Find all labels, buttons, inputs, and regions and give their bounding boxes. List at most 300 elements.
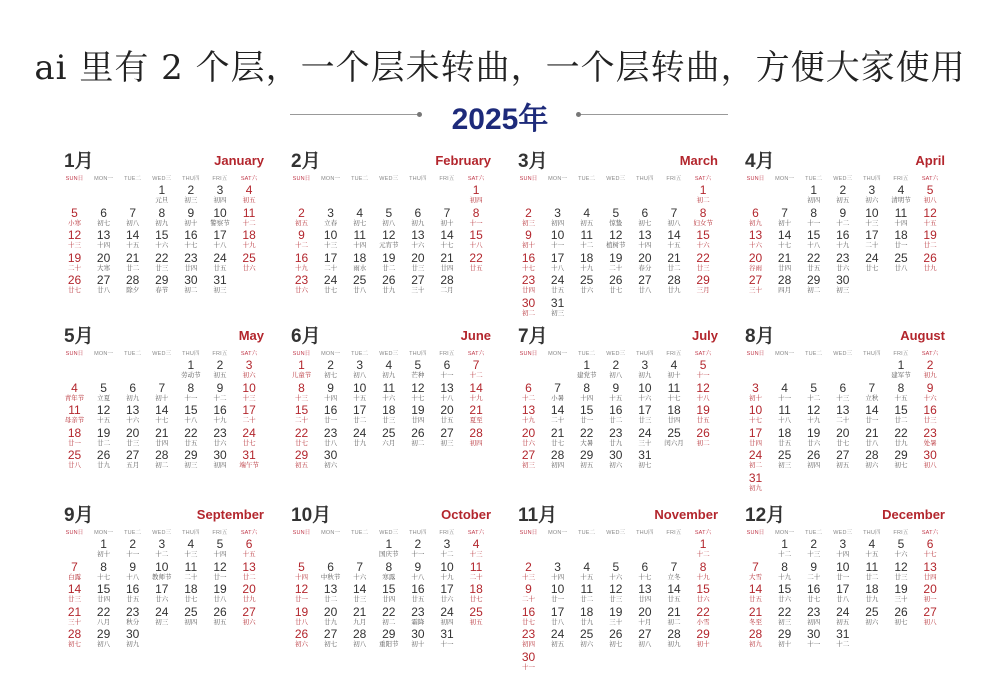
day-cell[interactable] xyxy=(147,449,176,471)
day-cell[interactable] xyxy=(60,606,89,628)
day-cell[interactable] xyxy=(176,538,205,560)
day-cell[interactable] xyxy=(374,583,403,605)
day-cell[interactable] xyxy=(374,207,403,229)
day-cell[interactable] xyxy=(916,207,945,229)
day-cell[interactable] xyxy=(887,449,916,471)
day-cell[interactable] xyxy=(689,184,718,206)
day-cell[interactable] xyxy=(601,561,630,583)
day-cell[interactable] xyxy=(89,382,118,404)
day-cell[interactable] xyxy=(176,359,205,381)
day-cell[interactable] xyxy=(403,252,432,274)
day-cell[interactable] xyxy=(374,427,403,449)
day-cell[interactable] xyxy=(857,606,886,628)
day-cell[interactable] xyxy=(916,184,945,206)
day-cell[interactable] xyxy=(630,561,659,583)
day-cell[interactable] xyxy=(660,274,689,296)
day-cell[interactable] xyxy=(828,561,857,583)
day-cell[interactable] xyxy=(374,359,403,381)
day-cell[interactable] xyxy=(770,404,799,426)
day-cell[interactable] xyxy=(403,207,432,229)
day-cell[interactable] xyxy=(514,382,543,404)
day-cell[interactable] xyxy=(857,207,886,229)
day-cell[interactable] xyxy=(235,404,264,426)
day-cell[interactable] xyxy=(433,229,462,251)
day-cell[interactable] xyxy=(345,583,374,605)
day-cell[interactable] xyxy=(543,274,572,296)
day-cell[interactable] xyxy=(235,427,264,449)
day-cell[interactable] xyxy=(118,628,147,650)
day-cell[interactable] xyxy=(433,538,462,560)
day-cell[interactable] xyxy=(660,382,689,404)
day-cell[interactable] xyxy=(601,382,630,404)
day-cell[interactable] xyxy=(89,449,118,471)
day-cell[interactable] xyxy=(741,404,770,426)
day-cell[interactable] xyxy=(828,404,857,426)
day-cell[interactable] xyxy=(572,628,601,650)
day-cell[interactable] xyxy=(799,538,828,560)
day-cell[interactable] xyxy=(235,449,264,471)
day-cell[interactable] xyxy=(741,606,770,628)
day-cell[interactable] xyxy=(689,583,718,605)
day-cell[interactable] xyxy=(316,274,345,296)
day-cell[interactable] xyxy=(345,359,374,381)
day-cell[interactable] xyxy=(770,538,799,560)
day-cell[interactable] xyxy=(433,606,462,628)
day-cell[interactable] xyxy=(572,404,601,426)
day-cell[interactable] xyxy=(118,538,147,560)
day-cell[interactable] xyxy=(287,252,316,274)
day-cell[interactable] xyxy=(345,606,374,628)
day-cell[interactable] xyxy=(287,583,316,605)
day-cell[interactable] xyxy=(118,606,147,628)
day-cell[interactable] xyxy=(287,229,316,251)
day-cell[interactable] xyxy=(316,628,345,650)
day-cell[interactable] xyxy=(60,382,89,404)
day-cell[interactable] xyxy=(857,538,886,560)
day-cell[interactable] xyxy=(374,561,403,583)
day-cell[interactable] xyxy=(916,538,945,560)
day-cell[interactable] xyxy=(741,274,770,296)
day-cell[interactable] xyxy=(543,449,572,471)
day-cell[interactable] xyxy=(828,229,857,251)
day-cell[interactable] xyxy=(741,427,770,449)
day-cell[interactable] xyxy=(403,404,432,426)
day-cell[interactable] xyxy=(741,561,770,583)
day-cell[interactable] xyxy=(660,404,689,426)
day-cell[interactable] xyxy=(572,274,601,296)
day-cell[interactable] xyxy=(660,207,689,229)
day-cell[interactable] xyxy=(543,382,572,404)
day-cell[interactable] xyxy=(345,207,374,229)
day-cell[interactable] xyxy=(118,207,147,229)
day-cell[interactable] xyxy=(601,606,630,628)
day-cell[interactable] xyxy=(601,229,630,251)
day-cell[interactable] xyxy=(543,561,572,583)
day-cell[interactable] xyxy=(235,538,264,560)
day-cell[interactable] xyxy=(572,207,601,229)
day-cell[interactable] xyxy=(543,628,572,650)
day-cell[interactable] xyxy=(828,274,857,296)
day-cell[interactable] xyxy=(770,628,799,650)
day-cell[interactable] xyxy=(147,252,176,274)
day-cell[interactable] xyxy=(433,274,462,296)
day-cell[interactable] xyxy=(345,274,374,296)
day-cell[interactable] xyxy=(206,274,235,296)
day-cell[interactable] xyxy=(799,628,828,650)
day-cell[interactable] xyxy=(287,449,316,471)
day-cell[interactable] xyxy=(147,382,176,404)
day-cell[interactable] xyxy=(235,561,264,583)
day-cell[interactable] xyxy=(630,274,659,296)
day-cell[interactable] xyxy=(543,229,572,251)
day-cell[interactable] xyxy=(374,606,403,628)
day-cell[interactable] xyxy=(514,229,543,251)
day-cell[interactable] xyxy=(176,449,205,471)
day-cell[interactable] xyxy=(572,359,601,381)
day-cell[interactable] xyxy=(462,606,491,628)
day-cell[interactable] xyxy=(601,359,630,381)
day-cell[interactable] xyxy=(770,449,799,471)
day-cell[interactable] xyxy=(660,606,689,628)
day-cell[interactable] xyxy=(572,583,601,605)
day-cell[interactable] xyxy=(916,606,945,628)
day-cell[interactable] xyxy=(572,252,601,274)
day-cell[interactable] xyxy=(176,404,205,426)
day-cell[interactable] xyxy=(433,382,462,404)
day-cell[interactable] xyxy=(60,449,89,471)
day-cell[interactable] xyxy=(630,404,659,426)
day-cell[interactable] xyxy=(433,628,462,650)
day-cell[interactable] xyxy=(887,184,916,206)
day-cell[interactable] xyxy=(206,252,235,274)
day-cell[interactable] xyxy=(374,252,403,274)
day-cell[interactable] xyxy=(60,561,89,583)
day-cell[interactable] xyxy=(374,229,403,251)
day-cell[interactable] xyxy=(660,628,689,650)
day-cell[interactable] xyxy=(147,404,176,426)
day-cell[interactable] xyxy=(689,538,718,560)
day-cell[interactable] xyxy=(147,229,176,251)
day-cell[interactable] xyxy=(630,449,659,471)
day-cell[interactable] xyxy=(887,427,916,449)
day-cell[interactable] xyxy=(462,382,491,404)
day-cell[interactable] xyxy=(741,207,770,229)
day-cell[interactable] xyxy=(799,449,828,471)
day-cell[interactable] xyxy=(572,427,601,449)
day-cell[interactable] xyxy=(60,274,89,296)
day-cell[interactable] xyxy=(316,359,345,381)
day-cell[interactable] xyxy=(462,359,491,381)
day-cell[interactable] xyxy=(916,229,945,251)
day-cell[interactable] xyxy=(689,606,718,628)
day-cell[interactable] xyxy=(828,427,857,449)
day-cell[interactable] xyxy=(60,427,89,449)
day-cell[interactable] xyxy=(316,382,345,404)
day-cell[interactable] xyxy=(345,427,374,449)
day-cell[interactable] xyxy=(176,561,205,583)
day-cell[interactable] xyxy=(828,538,857,560)
day-cell[interactable] xyxy=(857,449,886,471)
day-cell[interactable] xyxy=(287,382,316,404)
day-cell[interactable] xyxy=(89,229,118,251)
day-cell[interactable] xyxy=(316,427,345,449)
day-cell[interactable] xyxy=(543,427,572,449)
day-cell[interactable] xyxy=(89,606,118,628)
day-cell[interactable] xyxy=(287,628,316,650)
day-cell[interactable] xyxy=(403,382,432,404)
day-cell[interactable] xyxy=(206,561,235,583)
day-cell[interactable] xyxy=(741,472,770,494)
day-cell[interactable] xyxy=(206,207,235,229)
day-cell[interactable] xyxy=(316,207,345,229)
day-cell[interactable] xyxy=(770,561,799,583)
day-cell[interactable] xyxy=(799,404,828,426)
day-cell[interactable] xyxy=(543,404,572,426)
day-cell[interactable] xyxy=(60,207,89,229)
day-cell[interactable] xyxy=(770,274,799,296)
day-cell[interactable] xyxy=(89,538,118,560)
day-cell[interactable] xyxy=(206,583,235,605)
day-cell[interactable] xyxy=(118,252,147,274)
day-cell[interactable] xyxy=(433,252,462,274)
day-cell[interactable] xyxy=(857,252,886,274)
day-cell[interactable] xyxy=(689,252,718,274)
day-cell[interactable] xyxy=(741,583,770,605)
day-cell[interactable] xyxy=(887,538,916,560)
day-cell[interactable] xyxy=(316,404,345,426)
day-cell[interactable] xyxy=(601,427,630,449)
day-cell[interactable] xyxy=(118,382,147,404)
day-cell[interactable] xyxy=(689,404,718,426)
day-cell[interactable] xyxy=(887,606,916,628)
day-cell[interactable] xyxy=(403,606,432,628)
day-cell[interactable] xyxy=(374,274,403,296)
day-cell[interactable] xyxy=(799,583,828,605)
day-cell[interactable] xyxy=(89,628,118,650)
day-cell[interactable] xyxy=(345,229,374,251)
day-cell[interactable] xyxy=(287,359,316,381)
day-cell[interactable] xyxy=(770,382,799,404)
day-cell[interactable] xyxy=(689,561,718,583)
day-cell[interactable] xyxy=(630,382,659,404)
day-cell[interactable] xyxy=(514,606,543,628)
day-cell[interactable] xyxy=(887,583,916,605)
day-cell[interactable] xyxy=(916,382,945,404)
day-cell[interactable] xyxy=(660,359,689,381)
day-cell[interactable] xyxy=(770,583,799,605)
day-cell[interactable] xyxy=(235,583,264,605)
day-cell[interactable] xyxy=(630,606,659,628)
day-cell[interactable] xyxy=(799,229,828,251)
day-cell[interactable] xyxy=(799,274,828,296)
day-cell[interactable] xyxy=(514,583,543,605)
day-cell[interactable] xyxy=(235,382,264,404)
day-cell[interactable] xyxy=(601,274,630,296)
day-cell[interactable] xyxy=(176,252,205,274)
day-cell[interactable] xyxy=(147,538,176,560)
day-cell[interactable] xyxy=(462,583,491,605)
day-cell[interactable] xyxy=(403,274,432,296)
day-cell[interactable] xyxy=(601,252,630,274)
day-cell[interactable] xyxy=(89,252,118,274)
day-cell[interactable] xyxy=(147,606,176,628)
day-cell[interactable] xyxy=(770,207,799,229)
day-cell[interactable] xyxy=(660,229,689,251)
day-cell[interactable] xyxy=(689,207,718,229)
day-cell[interactable] xyxy=(630,229,659,251)
day-cell[interactable] xyxy=(572,229,601,251)
day-cell[interactable] xyxy=(630,628,659,650)
day-cell[interactable] xyxy=(689,628,718,650)
day-cell[interactable] xyxy=(462,538,491,560)
day-cell[interactable] xyxy=(572,561,601,583)
day-cell[interactable] xyxy=(403,583,432,605)
day-cell[interactable] xyxy=(206,359,235,381)
day-cell[interactable] xyxy=(689,229,718,251)
day-cell[interactable] xyxy=(287,207,316,229)
day-cell[interactable] xyxy=(741,382,770,404)
day-cell[interactable] xyxy=(235,359,264,381)
day-cell[interactable] xyxy=(403,561,432,583)
day-cell[interactable] xyxy=(206,382,235,404)
day-cell[interactable] xyxy=(916,359,945,381)
day-cell[interactable] xyxy=(60,583,89,605)
day-cell[interactable] xyxy=(857,404,886,426)
day-cell[interactable] xyxy=(60,628,89,650)
day-cell[interactable] xyxy=(433,583,462,605)
day-cell[interactable] xyxy=(857,427,886,449)
day-cell[interactable] xyxy=(828,583,857,605)
day-cell[interactable] xyxy=(828,606,857,628)
day-cell[interactable] xyxy=(828,382,857,404)
day-cell[interactable] xyxy=(147,583,176,605)
day-cell[interactable] xyxy=(176,274,205,296)
day-cell[interactable] xyxy=(630,252,659,274)
day-cell[interactable] xyxy=(462,404,491,426)
day-cell[interactable] xyxy=(118,427,147,449)
day-cell[interactable] xyxy=(887,404,916,426)
day-cell[interactable] xyxy=(433,427,462,449)
day-cell[interactable] xyxy=(462,427,491,449)
day-cell[interactable] xyxy=(176,606,205,628)
day-cell[interactable] xyxy=(235,207,264,229)
day-cell[interactable] xyxy=(147,427,176,449)
day-cell[interactable] xyxy=(462,252,491,274)
day-cell[interactable] xyxy=(630,427,659,449)
day-cell[interactable] xyxy=(60,404,89,426)
day-cell[interactable] xyxy=(630,359,659,381)
day-cell[interactable] xyxy=(462,207,491,229)
day-cell[interactable] xyxy=(374,404,403,426)
day-cell[interactable] xyxy=(799,207,828,229)
day-cell[interactable] xyxy=(206,427,235,449)
day-cell[interactable] xyxy=(741,229,770,251)
day-cell[interactable] xyxy=(235,229,264,251)
day-cell[interactable] xyxy=(374,538,403,560)
day-cell[interactable] xyxy=(916,561,945,583)
day-cell[interactable] xyxy=(630,207,659,229)
day-cell[interactable] xyxy=(433,404,462,426)
day-cell[interactable] xyxy=(887,561,916,583)
day-cell[interactable] xyxy=(689,382,718,404)
day-cell[interactable] xyxy=(916,252,945,274)
day-cell[interactable] xyxy=(316,449,345,471)
day-cell[interactable] xyxy=(147,561,176,583)
day-cell[interactable] xyxy=(543,252,572,274)
day-cell[interactable] xyxy=(916,427,945,449)
day-cell[interactable] xyxy=(287,274,316,296)
day-cell[interactable] xyxy=(316,606,345,628)
day-cell[interactable] xyxy=(433,561,462,583)
day-cell[interactable] xyxy=(887,252,916,274)
day-cell[interactable] xyxy=(176,427,205,449)
day-cell[interactable] xyxy=(118,274,147,296)
day-cell[interactable] xyxy=(462,184,491,206)
day-cell[interactable] xyxy=(118,229,147,251)
day-cell[interactable] xyxy=(176,382,205,404)
day-cell[interactable] xyxy=(601,404,630,426)
day-cell[interactable] xyxy=(572,449,601,471)
day-cell[interactable] xyxy=(601,628,630,650)
day-cell[interactable] xyxy=(799,382,828,404)
day-cell[interactable] xyxy=(514,561,543,583)
day-cell[interactable] xyxy=(287,606,316,628)
day-cell[interactable] xyxy=(543,207,572,229)
day-cell[interactable] xyxy=(689,274,718,296)
day-cell[interactable] xyxy=(287,404,316,426)
day-cell[interactable] xyxy=(770,427,799,449)
day-cell[interactable] xyxy=(89,274,118,296)
day-cell[interactable] xyxy=(770,606,799,628)
day-cell[interactable] xyxy=(916,404,945,426)
day-cell[interactable] xyxy=(857,229,886,251)
day-cell[interactable] xyxy=(857,184,886,206)
day-cell[interactable] xyxy=(916,449,945,471)
day-cell[interactable] xyxy=(206,404,235,426)
day-cell[interactable] xyxy=(374,628,403,650)
day-cell[interactable] xyxy=(857,561,886,583)
day-cell[interactable] xyxy=(741,252,770,274)
day-cell[interactable] xyxy=(514,252,543,274)
day-cell[interactable] xyxy=(514,297,543,319)
day-cell[interactable] xyxy=(403,628,432,650)
day-cell[interactable] xyxy=(316,583,345,605)
day-cell[interactable] xyxy=(118,561,147,583)
day-cell[interactable] xyxy=(887,359,916,381)
day-cell[interactable] xyxy=(345,628,374,650)
day-cell[interactable] xyxy=(403,538,432,560)
day-cell[interactable] xyxy=(403,359,432,381)
day-cell[interactable] xyxy=(514,449,543,471)
day-cell[interactable] xyxy=(89,404,118,426)
day-cell[interactable] xyxy=(60,252,89,274)
day-cell[interactable] xyxy=(345,404,374,426)
day-cell[interactable] xyxy=(89,561,118,583)
day-cell[interactable] xyxy=(345,382,374,404)
day-cell[interactable] xyxy=(514,404,543,426)
day-cell[interactable] xyxy=(572,382,601,404)
day-cell[interactable] xyxy=(887,382,916,404)
day-cell[interactable] xyxy=(89,207,118,229)
day-cell[interactable] xyxy=(345,561,374,583)
day-cell[interactable] xyxy=(741,449,770,471)
day-cell[interactable] xyxy=(206,229,235,251)
day-cell[interactable] xyxy=(176,207,205,229)
day-cell[interactable] xyxy=(741,628,770,650)
day-cell[interactable] xyxy=(89,583,118,605)
day-cell[interactable] xyxy=(630,583,659,605)
day-cell[interactable] xyxy=(770,229,799,251)
